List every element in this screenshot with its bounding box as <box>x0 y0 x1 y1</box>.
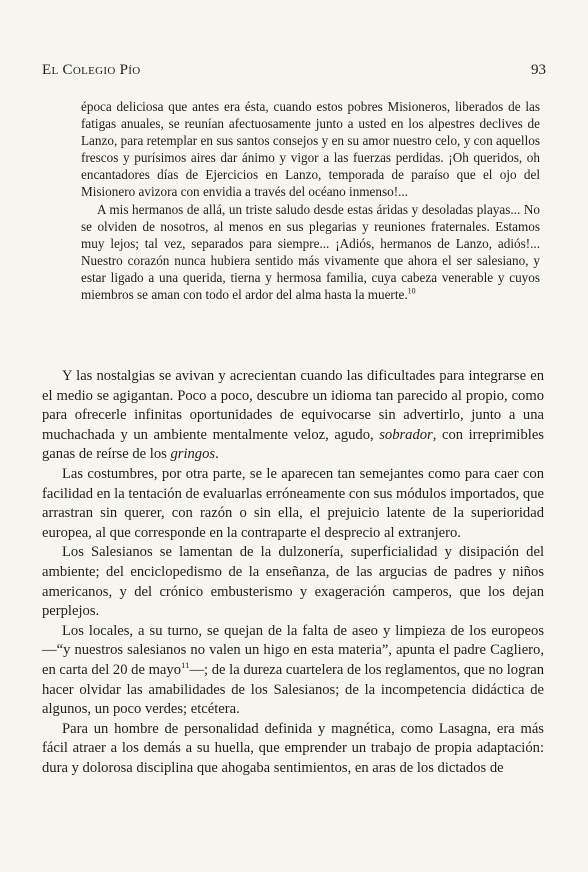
running-title: El Colegio Pío <box>42 62 141 78</box>
text-run: , con irreprimibles ganas de reírse de los <box>42 426 544 463</box>
quote-paragraph <box>81 98 540 201</box>
text-run: —; de la dureza cuartelera de los reglamentos, que no logran hacer olvidar las amabilidades de los Salesianos; de la incompetencia didáctica de algunos, un poco verdes; etcétera. <box>42 661 545 718</box>
body-paragraph <box>42 543 544 621</box>
italic-term: gringos <box>170 446 216 463</box>
text-run: Los Salesianos se lamentan de la dulzonería, superficialidad y disipación del ambiente; del enciclopedismo de la enseñanza, de las argucias de padres y niños americanos, y del crónico embusterismo y exageración camperos, que los dejan perplejos. <box>42 544 544 620</box>
text-run: Y las nostalgias se avivan y acrecientan cuando las dificultades para integrarse en el medio se agigantan. Poco a poco, descubre un idioma tan parecido al propio, como para ofrecerle infinitas oportunidades de equivocarse sin advertirlo, junto a una muchachada y un ambiente mentalmente veloz, agudo, <box>42 368 544 443</box>
block-quote <box>81 98 540 303</box>
footnote-ref: 11 <box>181 660 190 671</box>
quote-text: A mis hermanos de allá, un triste saludo desde estas áridas y desoladas playas... No se olviden de nosotros, al menos en sus plegarias y reuniones fraternales. Estamos muy lejos; tal vez, separados para siempre... ¡Adiós, hermanos de Lanzo, adiós!... Nuestro corazón nunca hubiera sentido más vivamente que ahora el ser salesiano, y estar ligado a una querida, tierna y hermosa familia, cuya cabeza venerable y cuyos miembros se aman con todo el ardor del alma hasta la muerte. <box>81 201 540 303</box>
quote-paragraph <box>81 201 540 304</box>
quote-text: época deliciosa que antes era ésta, cuando estos pobres Misioneros, liberados de las fatigas anuales, se reunían afectuosamente junto a usted en los alpestres declives de Lanzo, para retemplar en sus santos consejos y en su amor nuestro celo, y con aquellos frescos y purísimos aires dar ánimo y vigor a las fuerzas perdidas. ¡Oh queridos, oh encantadores días de Ejercicios en Lanzo, temporada de paraíso que el ojo del Misionero avizora con envidia a través del océano inmenso!... <box>81 99 540 200</box>
body-text <box>42 367 544 778</box>
text-run: Para un hombre de personalidad definida y magnética, como Lasagna, era más fácil atraer a los demás a su huella, que emprender un trabajo de propia adaptación: dura y dolorosa disciplina que ahogaba sentimientos, en aras de los dictados de <box>42 720 544 776</box>
text-run: Los locales, a su turno, se quejan de la falta de aseo y limpieza de los europeos —“y nuestros salesianos no valen un higo en esta materia”, apunta el padre Cagliero, en carta del 20 de mayo <box>42 622 544 678</box>
text-run: . <box>215 446 219 463</box>
body-paragraph <box>42 622 544 720</box>
page-header <box>42 62 546 79</box>
footnote-ref: 10 <box>407 286 416 296</box>
text-run: Las costumbres, por otra parte, se le aparecen tan semejantes como para caer con facilidad en la tentación de evaluarlas erróneamente con sus módulos importados, que arrastran sin querer, con razón o sin ella, el prejuicio latente de la superioridad europea, al que corresponde en la contraparte el desprecio al extranjero. <box>42 465 544 541</box>
body-paragraph <box>42 465 544 543</box>
page-number: 93 <box>531 62 546 78</box>
italic-term: sobrador <box>379 426 433 443</box>
body-paragraph <box>42 367 544 465</box>
body-paragraph <box>42 720 544 779</box>
